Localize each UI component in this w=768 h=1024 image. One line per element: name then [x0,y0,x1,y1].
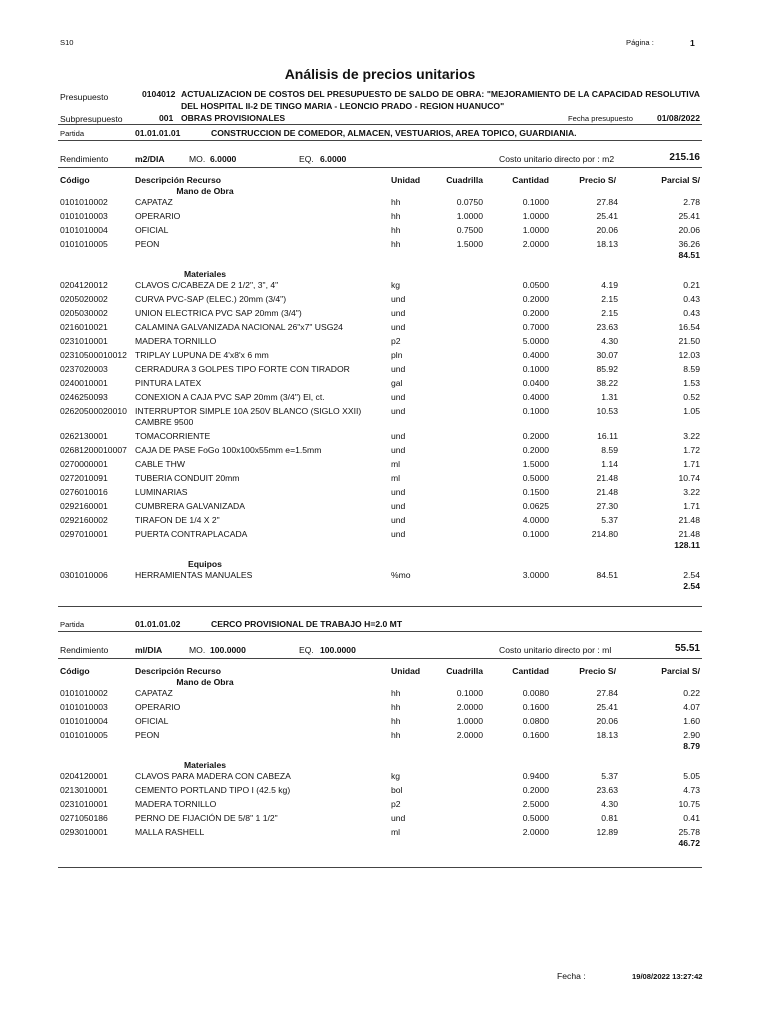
subpresupuesto-code: 001 [159,113,174,123]
resource-parcial: 8.59 [683,364,700,374]
resource-cantidad: 4.0000 [522,515,549,525]
resource-code: 0276010016 [60,487,108,497]
partida-label: Partida [60,129,85,138]
col-cantidad: Cantidad [512,666,549,676]
mano-de-obra-total: 8.79 [683,741,700,751]
presupuesto-name-line1: ACTUALIZACION DE COSTOS DEL PRESUPUESTO DE SALDO DE OBRA: "MEJORAMIENTO DE LA CAPACIDAD RESOLUTIVA [181,89,700,99]
resource-unit: hh [391,716,401,726]
resource-code: 0297010001 [60,529,108,539]
resource-code: 0101010004 [60,225,108,235]
resource-code: 0293010001 [60,827,108,837]
resource-parcial: 10.75 [678,799,700,809]
resource-precio: 0.81 [601,813,618,823]
eq-label: EQ. [299,154,314,164]
divider [58,124,702,125]
resource-cantidad: 0.0400 [522,378,549,388]
resource-code: 0240010001 [60,378,108,388]
resource-precio: 27.30 [596,501,618,511]
resource-precio: 21.48 [596,487,618,497]
costo-value: 55.51 [674,643,700,654]
materiales-heading: Materiales [183,269,227,279]
mo-label: MO. [189,154,206,164]
resource-precio: 4.19 [601,280,618,290]
costo-label: Costo unitario directo por : m2 [499,154,615,164]
resource-code: 0101010004 [60,716,108,726]
col-precio: Precio S/ [579,666,616,676]
col-unidad: Unidad [391,666,421,676]
resource-cantidad: 5.0000 [522,336,549,346]
resource-cantidad: 0.0080 [522,688,549,698]
partida-label: Partida [60,620,85,629]
presupuesto-code: 0104012 [142,89,176,99]
presupuesto-name-line2: DEL HOSPITAL II-2 DE TINGO MARIA - LEONCIO PRADO - REGION HUANUCO" [181,101,505,111]
resource-cuadrilla: 2.0000 [456,730,483,740]
mo-value: 100.0000 [210,645,246,655]
resource-parcial: 3.22 [683,487,700,497]
resource-cantidad: 0.1000 [522,529,549,539]
page-title: Análisis de precios unitarios [284,66,476,82]
resource-unit: p2 [391,336,401,346]
resource-unit: ml [391,827,401,837]
resource-code: 0101010003 [60,211,108,221]
eq-label: EQ. [299,645,314,655]
subpresupuesto-label: Subpresupuesto [60,114,123,124]
resource-desc: PERNO DE FIJACIÓN DE 5/8" 1 1/2" [135,813,278,823]
resource-desc: OFICIAL [135,716,169,726]
resource-cantidad: 1.5000 [522,459,549,469]
partida-code: 01.01.01.02 [135,619,181,629]
resource-code: 02681200010007 [60,445,127,455]
resource-unit: kg [391,771,401,781]
resource-code: 02310500010012 [60,350,127,360]
resource-parcial: 5.05 [683,771,700,781]
resource-desc: CALAMINA GALVANIZADA NACIONAL 26"x7" USG24 [135,322,343,332]
mano-de-obra-heading: Mano de Obra [176,186,234,196]
resource-precio: 18.13 [596,730,618,740]
equipos-total: 2.54 [683,581,700,591]
resource-parcial: 0.43 [683,294,700,304]
resource-unit: und [391,515,406,525]
resource-cuadrilla: 0.1000 [456,688,483,698]
resource-unit: hh [391,211,401,221]
resource-unit: hh [391,730,401,740]
resource-precio: 85.92 [596,364,618,374]
resource-cantidad: 0.2000 [522,431,549,441]
resource-unit: und [391,445,406,455]
resource-cuadrilla: 0.0750 [456,197,483,207]
resource-code: 0101010005 [60,239,108,249]
resource-cuadrilla: 1.0000 [456,211,483,221]
resource-precio: 12.89 [596,827,618,837]
resource-desc: CAPATAZ [135,688,173,698]
resource-cantidad: 0.5000 [522,473,549,483]
resource-precio: 1.14 [601,459,618,469]
materiales-heading: Materiales [183,760,227,770]
resource-desc: CURVA PVC-SAP (ELEC.) 20mm (3/4") [135,294,287,304]
resource-precio: 4.30 [601,336,618,346]
resource-parcial: 1.72 [683,445,700,455]
rendimiento-unit: m2/DIA [135,154,165,164]
resource-precio: 38.22 [596,378,618,388]
resource-parcial: 1.53 [683,378,700,388]
resource-parcial: 0.52 [683,392,700,402]
resource-unit: und [391,487,406,497]
resource-cantidad: 0.1600 [522,702,549,712]
resource-cuadrilla: 0.7500 [456,225,483,235]
resource-cantidad: 0.2000 [522,445,549,455]
resource-unit: %mo [391,570,411,580]
page-label: Página : [626,38,654,47]
col-cuadrilla: Cuadrilla [446,175,483,185]
resource-precio: 20.06 [596,716,618,726]
resource-desc: TRIPLAY LUPUNA DE 4'x8'x 6 mm [135,350,269,360]
costo-value: 215.16 [669,152,700,163]
resource-desc: PINTURA LATEX [135,378,202,388]
partida-name: CONSTRUCCION DE COMEDOR, ALMACEN, VESTUARIOS, AREA TOPICO, GUARDIANIA. [211,128,577,138]
resource-parcial: 0.22 [683,688,700,698]
resource-parcial: 2.90 [683,730,700,740]
resource-code: 0101010002 [60,688,108,698]
resource-parcial: 21.48 [678,515,700,525]
resource-precio: 18.13 [596,239,618,249]
divider [58,631,702,632]
resource-code: 0216010021 [60,322,108,332]
resource-unit: pln [391,350,403,360]
report-code: S10 [60,38,74,47]
footer-fecha-label: Fecha : [557,971,586,981]
divider [58,658,702,659]
resource-cantidad: 1.0000 [522,225,549,235]
resource-parcial: 2.78 [683,197,700,207]
divider [58,606,702,607]
resource-parcial: 4.73 [683,785,700,795]
resource-desc: CABLE THW [135,459,185,469]
resource-cantidad: 0.4000 [522,392,549,402]
rendimiento-label: Rendimiento [60,154,109,164]
resource-code: 0204120001 [60,771,108,781]
resource-code: 0205030002 [60,308,108,318]
resource-precio: 20.06 [596,225,618,235]
col-codigo: Código [60,175,90,185]
resource-unit: hh [391,239,401,249]
col-parcial: Parcial S/ [661,175,700,185]
col-unidad: Unidad [391,175,421,185]
resource-precio: 5.37 [601,515,618,525]
resource-unit: und [391,294,406,304]
resource-unit: gal [391,378,403,388]
resource-code: 0292160002 [60,515,108,525]
resource-desc: INTERRUPTOR SIMPLE 10A 250V BLANCO (SIGLO XXII) [135,406,362,416]
rendimiento-label: Rendimiento [60,645,109,655]
resource-parcial: 4.07 [683,702,700,712]
resource-parcial: 25.78 [678,827,700,837]
resource-precio: 5.37 [601,771,618,781]
resource-desc: OFICIAL [135,225,169,235]
resource-cantidad: 2.5000 [522,799,549,809]
resource-cantidad: 0.1000 [522,406,549,416]
resource-parcial: 12.03 [678,350,700,360]
col-descripcion: Descripción Recurso [135,666,221,676]
resource-code: 0101010003 [60,702,108,712]
fecha-presupuesto: 01/08/2022 [656,113,700,123]
resource-precio: 27.84 [596,197,618,207]
resource-desc: MADERA TORNILLO [135,799,217,809]
col-cuadrilla: Cuadrilla [446,666,483,676]
rendimiento-unit: ml/DIA [135,645,163,655]
resource-desc: MALLA RASHELL [135,827,205,837]
resource-desc: OPERARIO [135,211,181,221]
resource-precio: 30.07 [596,350,618,360]
resource-code: 0292160001 [60,501,108,511]
resource-precio: 16.11 [597,431,618,441]
resource-desc: CAMBRE 9500 [135,417,194,427]
eq-value: 100.0000 [320,645,356,655]
resource-cantidad: 1.0000 [522,211,549,221]
resource-unit: hh [391,225,401,235]
resource-code: 0271050186 [60,813,108,823]
resource-cantidad: 0.0625 [522,501,549,511]
resource-desc: CEMENTO PORTLAND TIPO I (42.5 kg) [135,785,291,795]
resource-unit: und [391,431,406,441]
resource-desc: MADERA TORNILLO [135,336,217,346]
resource-cantidad: 0.2000 [522,785,549,795]
resource-desc: PUERTA CONTRAPLACADA [135,529,248,539]
resource-code: 0272010091 [60,473,108,483]
resource-desc: CAPATAZ [135,197,173,207]
resource-cuadrilla: 1.0000 [456,716,483,726]
resource-cantidad: 3.0000 [522,570,549,580]
divider [58,867,702,868]
resource-desc: CLAVOS C/CABEZA DE 2 1/2", 3", 4" [135,280,279,290]
resource-cuadrilla: 2.0000 [456,702,483,712]
resource-unit: und [391,529,406,539]
resource-parcial: 10.74 [678,473,700,483]
resource-parcial: 1.71 [683,459,700,469]
col-cantidad: Cantidad [512,175,549,185]
resource-cantidad: 0.1000 [522,197,549,207]
materiales-total: 46.72 [678,838,700,848]
resource-unit: hh [391,197,401,207]
resource-cantidad: 0.1500 [522,487,549,497]
divider [58,167,702,168]
mo-value: 6.0000 [210,154,237,164]
resource-unit: und [391,392,406,402]
resource-unit: und [391,501,406,511]
resource-code: 0101010002 [60,197,108,207]
resource-precio: 10.53 [596,406,618,416]
resource-precio: 27.84 [596,688,618,698]
resource-precio: 25.41 [596,211,618,221]
resource-unit: hh [391,688,401,698]
resource-desc: HERRAMIENTAS MANUALES [135,570,253,580]
resource-cantidad: 0.2000 [522,294,549,304]
resource-unit: p2 [391,799,401,809]
resource-desc: CLAVOS PARA MADERA CON CABEZA [135,771,291,781]
resource-unit: und [391,813,406,823]
resource-code: 0204120012 [60,280,108,290]
resource-cantidad: 2.0000 [522,827,549,837]
resource-code: 0231010001 [60,336,108,346]
resource-desc: LUMINARIAS [135,487,188,497]
resource-desc: PEON [135,730,160,740]
resource-precio: 23.63 [596,322,618,332]
resource-unit: und [391,322,406,332]
resource-desc: TIRAFON DE 1/4 X 2" [135,515,220,525]
resource-precio: 4.30 [601,799,618,809]
resource-cantidad: 0.9400 [522,771,549,781]
resource-parcial: 2.54 [683,570,700,580]
resource-unit: ml [391,459,401,469]
resource-parcial: 16.54 [678,322,700,332]
materiales-total: 128.11 [674,540,700,550]
resource-cantidad: 0.0500 [522,280,549,290]
costo-label: Costo unitario directo por : ml [499,645,612,655]
resource-parcial: 1.71 [683,501,700,511]
resource-precio: 2.15 [601,308,618,318]
resource-desc: TOMACORRIENTE [135,431,211,441]
resource-parcial: 3.22 [683,431,700,441]
resource-parcial: 20.06 [678,225,700,235]
col-descripcion: Descripción Recurso [135,175,221,185]
col-codigo: Código [60,666,90,676]
subpresupuesto-name: OBRAS PROVISIONALES [181,113,286,123]
resource-code: 02620500020010 [60,406,127,416]
resource-parcial: 1.60 [683,716,700,726]
resource-code: 0246250093 [60,392,108,402]
col-parcial: Parcial S/ [661,666,700,676]
resource-desc: PEON [135,239,160,249]
resource-unit: und [391,308,406,318]
resource-desc: CUMBRERA GALVANIZADA [135,501,245,511]
resource-parcial: 0.21 [683,280,700,290]
resource-code: 0101010005 [60,730,108,740]
partida-name: CERCO PROVISIONAL DE TRABAJO H=2.0 MT [211,619,403,629]
resource-parcial: 0.43 [683,308,700,318]
resource-code: 0205020002 [60,294,108,304]
resource-precio: 23.63 [596,785,618,795]
presupuesto-label: Presupuesto [60,92,109,102]
resource-precio: 214.80 [591,529,618,539]
resource-parcial: 21.50 [678,336,700,346]
resource-cantidad: 0.1000 [522,364,549,374]
resource-precio: 25.41 [596,702,618,712]
resource-unit: ml [391,473,401,483]
resource-cantidad: 0.0800 [522,716,549,726]
footer-fecha-value: 19/08/2022 13:27:42 [632,972,703,981]
mano-de-obra-total: 84.51 [678,250,700,260]
partida-code: 01.01.01.01 [135,128,181,138]
page-number: 1 [690,38,695,48]
mo-label: MO. [189,645,206,655]
eq-value: 6.0000 [320,154,347,164]
resource-precio: 2.15 [601,294,618,304]
resource-cantidad: 0.4000 [522,350,549,360]
resource-desc: CONEXION A CAJA PVC SAP 20mm (3/4") El, ct. [135,392,325,402]
resource-cantidad: 0.1600 [522,730,549,740]
resource-unit: bol [391,785,403,795]
resource-precio: 84.51 [596,570,618,580]
col-precio: Precio S/ [579,175,616,185]
resource-unit: hh [391,702,401,712]
fecha-presupuesto-label: Fecha presupuesto [568,114,634,123]
equipos-heading: Equipos [188,559,222,569]
resource-desc: CERRADURA 3 GOLPES TIPO FORTE CON TIRADOR [135,364,350,374]
resource-parcial: 0.41 [683,813,700,823]
resource-parcial: 25.41 [678,211,700,221]
resource-precio: 21.48 [596,473,618,483]
resource-parcial: 36.26 [678,239,700,249]
resource-cantidad: 0.5000 [522,813,549,823]
resource-code: 0231010001 [60,799,108,809]
resource-code: 0270000001 [60,459,108,469]
resource-precio: 8.59 [601,445,618,455]
resource-unit: und [391,406,406,416]
resource-unit: kg [391,280,401,290]
resource-cantidad: 0.7000 [522,322,549,332]
resource-parcial: 1.05 [683,406,700,416]
resource-code: 0237020003 [60,364,108,374]
resource-cantidad: 0.2000 [522,308,549,318]
resource-precio: 1.31 [601,392,618,402]
divider [58,140,702,141]
resource-parcial: 21.48 [678,529,700,539]
resource-code: 0301010006 [60,570,108,580]
resource-desc: OPERARIO [135,702,181,712]
resource-desc: UNION ELECTRICA PVC SAP 20mm (3/4") [135,308,302,318]
resource-desc: TUBERIA CONDUIT 20mm [135,473,240,483]
resource-cuadrilla: 1.5000 [456,239,483,249]
mano-de-obra-heading: Mano de Obra [176,677,234,687]
resource-code: 0213010001 [60,785,108,795]
resource-cantidad: 2.0000 [522,239,549,249]
resource-desc: CAJA DE PASE FoGo 100x100x55mm e=1.5mm [135,445,322,455]
resource-unit: und [391,364,406,374]
resource-code: 0262130001 [60,431,108,441]
